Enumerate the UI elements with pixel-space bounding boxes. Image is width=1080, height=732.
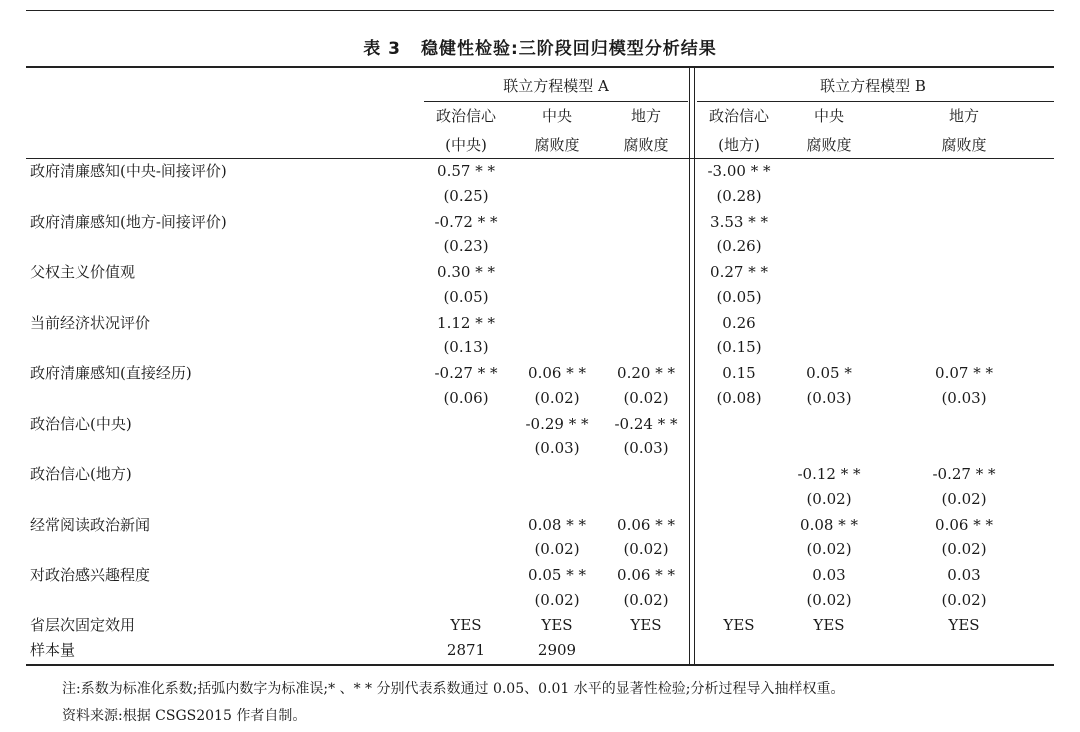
coefficient-cell: 0.03 [812,566,846,584]
col-header-b2-line2: 腐败度 [806,136,852,154]
coefficient-cell: -0.12 * * [797,465,861,483]
sample-size-cell: 2909 [537,641,577,659]
group-header-b: 联立方程模型 B [820,77,926,95]
std-error-cell: (0.02) [941,540,987,558]
std-error-cell: (0.13) [443,338,489,356]
std-error-cell: (0.02) [534,388,580,407]
std-error-cell: (0.15) [716,338,762,356]
std-error-cell: (0.25) [443,186,489,205]
coefficient-cell: -3.00 * * [707,162,771,180]
table-note: 注:系数为标准化系数;括弧内数字为标准误;* 、* * 分别代表系数通过 0.05、0.01 水平的显著性检验;分析过程导入抽样权重。 [62,681,845,697]
std-error-cell: (0.28) [716,186,762,205]
coefficient-cell: -0.27 * * [434,364,498,382]
header-bottom-rule [26,158,1054,159]
fixed-effects-cell: YES [541,616,573,634]
group-a-underline [424,101,688,102]
sample-size-label: 样本量 [30,641,76,659]
std-error-cell: (0.02) [623,388,669,407]
group-separator-left [689,67,690,664]
col-header-b3-line2: 腐败度 [941,136,987,154]
coefficient-cell: 0.03 [947,566,981,584]
coefficient-cell: 0.20 * * [617,364,675,382]
std-error-cell: (0.03) [623,439,669,457]
row-label: 经常阅读政治新闻 [30,515,151,534]
coefficient-cell: 0.06 * * [528,364,586,382]
std-error-cell: (0.02) [534,590,580,609]
table-caption: 稳健性检验:三阶段回归模型分析结果 [420,39,717,59]
coefficient-cell: 0.26 [722,313,756,332]
row-label: 政府清廉感知(地方-间接评价) [30,212,227,231]
group-b-underline [697,101,1054,102]
coefficient-cell: -0.27 * * [932,465,996,483]
fixed-effects-cell: YES [813,616,845,634]
col-header-b1-line2: (地方) [718,136,760,154]
row-label: 政治信心(地方) [30,465,132,483]
std-error-cell: (0.02) [806,489,852,508]
std-error-cell: (0.08) [716,388,762,407]
fixed-effects-cell: YES [630,616,662,634]
coefficient-cell: 3.53 * * [710,212,768,231]
std-error-cell: (0.26) [716,237,762,255]
fixed-effects-cell: YES [723,616,755,634]
coefficient-cell: 0.30 * * [437,263,495,281]
std-error-cell: (0.03) [806,388,852,407]
sample-size-cell: 2871 [446,641,486,659]
col-header-a1-line1: 政治信心 [435,107,497,125]
table-number: 表 3 [363,39,401,59]
col-header-b3-line1: 地方 [948,107,980,125]
std-error-cell: (0.02) [806,540,852,558]
coefficient-cell: 0.06 * * [617,566,675,584]
std-error-cell: (0.05) [716,287,762,306]
std-error-cell: (0.02) [623,590,669,609]
std-error-cell: (0.23) [443,237,489,255]
std-error-cell: (0.03) [941,388,987,407]
table-bottom-rule [26,664,1054,666]
std-error-cell: (0.02) [534,540,580,558]
row-label: 政府清廉感知(直接经历) [30,364,192,382]
coefficient-cell: -0.24 * * [614,414,678,433]
fixed-effects-cell: YES [450,616,482,634]
col-header-a3-line1: 地方 [630,107,662,125]
std-error-cell: (0.02) [941,590,987,609]
coefficient-cell: 0.06 * * [935,515,993,534]
coefficient-cell: 0.57 * * [437,162,495,180]
std-error-cell: (0.03) [534,439,580,457]
coefficient-cell: 1.12 * * [437,313,495,332]
std-error-cell: (0.02) [806,590,852,609]
coefficient-cell: 0.05 * [806,364,852,382]
col-header-a3-line2: 腐败度 [623,136,669,154]
col-header-b1-line1: 政治信心 [708,107,770,125]
row-label: 当前经济状况评价 [30,313,151,332]
col-header-a2-line1: 中央 [541,107,573,125]
fixed-effects-label: 省层次固定效用 [30,616,136,634]
row-label: 对政治感兴趣程度 [30,566,151,584]
coefficient-cell: 0.15 [722,364,756,382]
coefficient-cell: 0.27 * * [710,263,768,281]
row-label: 父权主义价值观 [30,263,136,281]
row-label: 政府清廉感知(中央-间接评价) [30,162,227,180]
std-error-cell: (0.02) [623,540,669,558]
coefficient-cell: 0.08 * * [800,515,858,534]
header-top-rule [26,66,1054,68]
row-label: 政治信心(中央) [30,414,132,433]
fixed-effects-cell: YES [948,616,980,634]
coefficient-cell: 0.07 * * [935,364,993,382]
coefficient-cell: -0.29 * * [525,414,589,433]
std-error-cell: (0.06) [443,388,489,407]
coefficient-cell: -0.72 * * [434,212,498,231]
table-source: 资料来源:根据 CSGS2015 作者自制。 [62,708,307,724]
coefficient-cell: 0.08 * * [528,515,586,534]
std-error-cell: (0.05) [443,287,489,306]
std-error-cell: (0.02) [941,489,987,508]
top-rule [26,10,1054,11]
group-header-a: 联立方程模型 A [503,77,609,95]
group-separator-right [694,67,695,664]
table-title [0,34,1080,59]
col-header-b2-line1: 中央 [813,107,845,125]
coefficient-cell: 0.05 * * [528,566,586,584]
col-header-a1-line2: (中央) [445,136,487,154]
coefficient-cell: 0.06 * * [617,515,675,534]
col-header-a2-line2: 腐败度 [534,136,580,154]
